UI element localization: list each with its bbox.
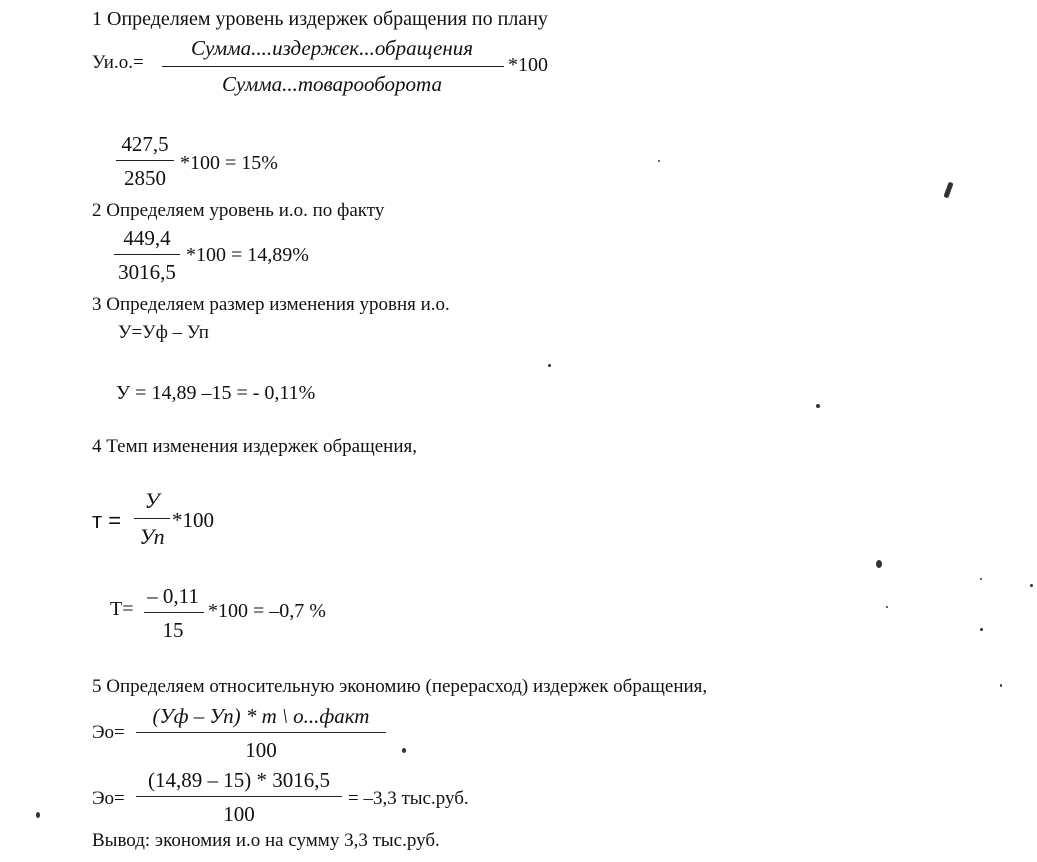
step4-calc-numerator: – 0,11 [147, 584, 199, 608]
step4-calc-fraction [140, 584, 206, 644]
step4-calc-lhs: Т= [110, 598, 134, 620]
step1-formula-multiplier: *100 [508, 54, 548, 76]
step5-calc-fraction [134, 768, 344, 830]
fraction-bar [144, 612, 204, 613]
step5-formula-numerator: (Уф – Уп) * т \ о...факт [152, 704, 370, 728]
scan-speck [980, 578, 982, 580]
fraction-bar [134, 518, 170, 519]
scan-speck [658, 160, 660, 162]
step4-formula-fraction [132, 488, 172, 552]
step2-heading: 2 Определяем уровень и.о. по факту [92, 200, 385, 221]
step1-formula-denominator: Сумма...товарооборота [222, 72, 442, 96]
scan-speck [886, 606, 888, 608]
scan-speck [943, 182, 953, 199]
step5-formula-denominator: 100 [245, 738, 277, 762]
step2-calc-fraction [112, 226, 182, 286]
step5-formula-lhs: Эо= [92, 722, 125, 743]
step3-heading: 3 Определяем размер изменения уровня и.о. [92, 294, 450, 315]
scan-speck [980, 628, 983, 631]
step1-calc-denominator: 2850 [124, 166, 166, 190]
scan-speck [816, 404, 820, 408]
step3-formula: У=Уф – Уп [118, 322, 209, 343]
step1-formula-numerator: Сумма....издержек...обращения [190, 36, 473, 60]
step2-calc-denominator: 3016,5 [118, 260, 176, 284]
scan-speck [876, 560, 882, 568]
fraction-bar [136, 796, 342, 797]
fraction-bar [114, 254, 180, 255]
step5-calc-result: = –3,3 тыс.руб. [348, 788, 469, 809]
step1-formula-fraction [158, 36, 506, 100]
step4-heading: 4 Темп изменения издержек обращения, [92, 436, 418, 457]
step5-formula-fraction [134, 704, 388, 766]
step1-calc-result: *100 = 15% [180, 152, 278, 174]
conclusion: Вывод: экономия и.о на сумму 3,3 тыс.руб. [92, 830, 440, 851]
scan-speck [1000, 684, 1002, 687]
fraction-bar [162, 66, 504, 67]
scan-speck [548, 364, 551, 367]
step4-formula-numerator: У [144, 488, 160, 513]
step4-formula-multiplier: *100 [172, 508, 214, 532]
step4-formula-lhs: т = [92, 508, 122, 533]
step1-heading: 1 Определяем уровень издержек обращения по плану [92, 8, 548, 30]
step5-calc-numerator: (14,89 – 15) * 3016,5 [148, 768, 330, 792]
step4-calc-denominator: 15 [162, 618, 184, 642]
step1-calc-fraction [114, 132, 176, 192]
step1-calc-numerator: 427,5 [121, 132, 169, 156]
step2-calc-result: *100 = 14,89% [186, 244, 309, 266]
step4-calc-result: *100 = –0,7 % [208, 600, 326, 622]
scan-speck [36, 812, 40, 818]
step5-calc-lhs: Эо= [92, 788, 125, 809]
scan-speck [402, 748, 406, 753]
step4-formula-denominator: Уп [139, 524, 165, 549]
step2-calc-numerator: 449,4 [123, 226, 171, 250]
fraction-bar [116, 160, 174, 161]
scan-speck [1030, 584, 1033, 587]
step5-calc-denominator: 100 [223, 802, 255, 826]
step1-formula-lhs: Уи.о.= [92, 52, 144, 73]
step3-calc: У = 14,89 –15 = - 0,11% [116, 382, 316, 404]
step5-heading: 5 Определяем относительную экономию (перерасход) издержек обращения, [92, 676, 708, 697]
fraction-bar [136, 732, 386, 733]
